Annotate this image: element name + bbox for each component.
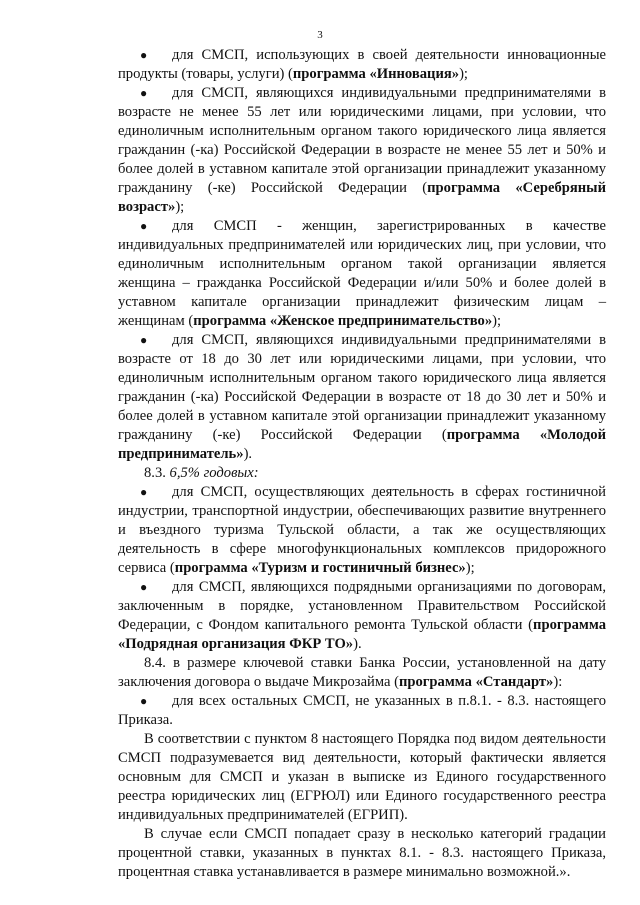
- bullet-icon: ●: [140, 580, 148, 594]
- program-name: программа «Женское предпринимательство»: [193, 313, 493, 329]
- list-item-women-business: ● для СМСП - женщин, зарегистрированных в качестве индивидуальных предпринимателей или юридических лиц, при условии, что единоличным исполнительным органом такой организации является женщина – гражданка Российской Федерации и/или 50% и более долей в уставном капитале организации принадлежит физическим лицам – женщинам (программа «Женское предпринимательство»);: [118, 218, 606, 329]
- program-name: программа «Серебряный возраст»: [118, 180, 606, 215]
- bullet-icon: ●: [140, 219, 148, 233]
- paragraph-activity-definition: В соответствии с пунктом 8 настоящего Порядка под видом деятельности СМСП подразумевается вид деятельности, который фактически является основным для СМСП и указан в выписке из Единого государственного реестра юридических лиц (ЕГРЮЛ) или Единого государственного реестра индивидуальных предпринимателей (ЕГРИП).: [118, 731, 606, 823]
- page-number: 3: [317, 29, 323, 41]
- bullet-icon: ●: [140, 48, 148, 62]
- list-item-young-entrepreneur: ● для СМСП, являющихся индивидуальными предпринимателями в возрасте от 18 до 30 лет или юридическими лицами, при условии, что единоличным исполнительным органом такого юридического лица является гражданин (-ка) Российской Федерации в возрасте от 18 до 30 лет и 50% и более долей в уставном капитале этой организации принадлежит указанному гражданину (-ке) Российской Федерации (программа «Молодой предприниматель»).: [118, 332, 606, 462]
- list-item-innovation: ● для СМСП, использующих в своей деятельности инновационные продукты (товары, услуги) (программа «Инновация»);: [118, 47, 606, 82]
- bullet-icon: ●: [140, 86, 148, 100]
- program-name: программа «Подрядная организация ФКР ТО»: [118, 617, 606, 652]
- bullet-icon: ●: [140, 485, 148, 499]
- section-8-4: 8.4. в размере ключевой ставки Банка России, установленной на дату заключения договора о выдаче Микрозайма (программа «Стандарт»):: [118, 655, 606, 690]
- program-name: программа «Инновация»: [292, 66, 460, 82]
- bullet-icon: ●: [140, 333, 148, 347]
- program-name: программа «Молодой предприниматель»: [118, 427, 606, 462]
- list-item-all-others: ● для всех остальных СМСП, не указанных в п.8.1. - 8.3. настоящего Приказа.: [118, 693, 606, 728]
- program-name: программа «Стандарт»: [398, 674, 554, 690]
- section-8-3-heading: 8.3. 6,5% годовых:: [144, 465, 259, 481]
- list-item-contractor: ● для СМСП, являющихся подрядными организациями по договорам, заключенным в порядке, установленном Правительством Российской Федерации, с Фондом капитального ремонта Тульской области (программа «Подрядная организация ФКР ТО»).: [118, 579, 606, 652]
- bullet-icon: ●: [140, 694, 148, 708]
- rate-text: 6,5% годовых:: [169, 465, 259, 481]
- document-body: [118, 46, 606, 882]
- paragraph-minimum-rate: В случае если СМСП попадает сразу в несколько категорий градации процентной ставки, указанных в пунктах 8.1. - 8.3. настоящего Приказа, процентная ставка устанавливается в размере минимально возможной.».: [118, 826, 606, 880]
- program-name: программа «Туризм и гостиничный бизнес»: [174, 560, 466, 576]
- list-item-silver-age: ● для СМСП, являющихся индивидуальными предпринимателями в возрасте не менее 55 лет или юридическими лицами, при условии, что единоличным исполнительным органом такого юридического лица является гражданин (-ка) Российской Федерации в возрасте не менее 55 лет и 50% и более долей в уставном капитале этой организации принадлежит указанному гражданину (-ке) Российской Федерации (программа «Серебряный возраст»);: [118, 85, 606, 215]
- list-item-tourism: ● для СМСП, осуществляющих деятельность в сферах гостиничной индустрии, транспортной индустрии, обеспечивающих развитие внутреннего и въездного туризма Тульской области, а так же осуществляющих деятельность в сфере многофункциональных комплексов придорожного сервиса (программа «Туризм и гостиничный бизнес»);: [118, 484, 606, 576]
